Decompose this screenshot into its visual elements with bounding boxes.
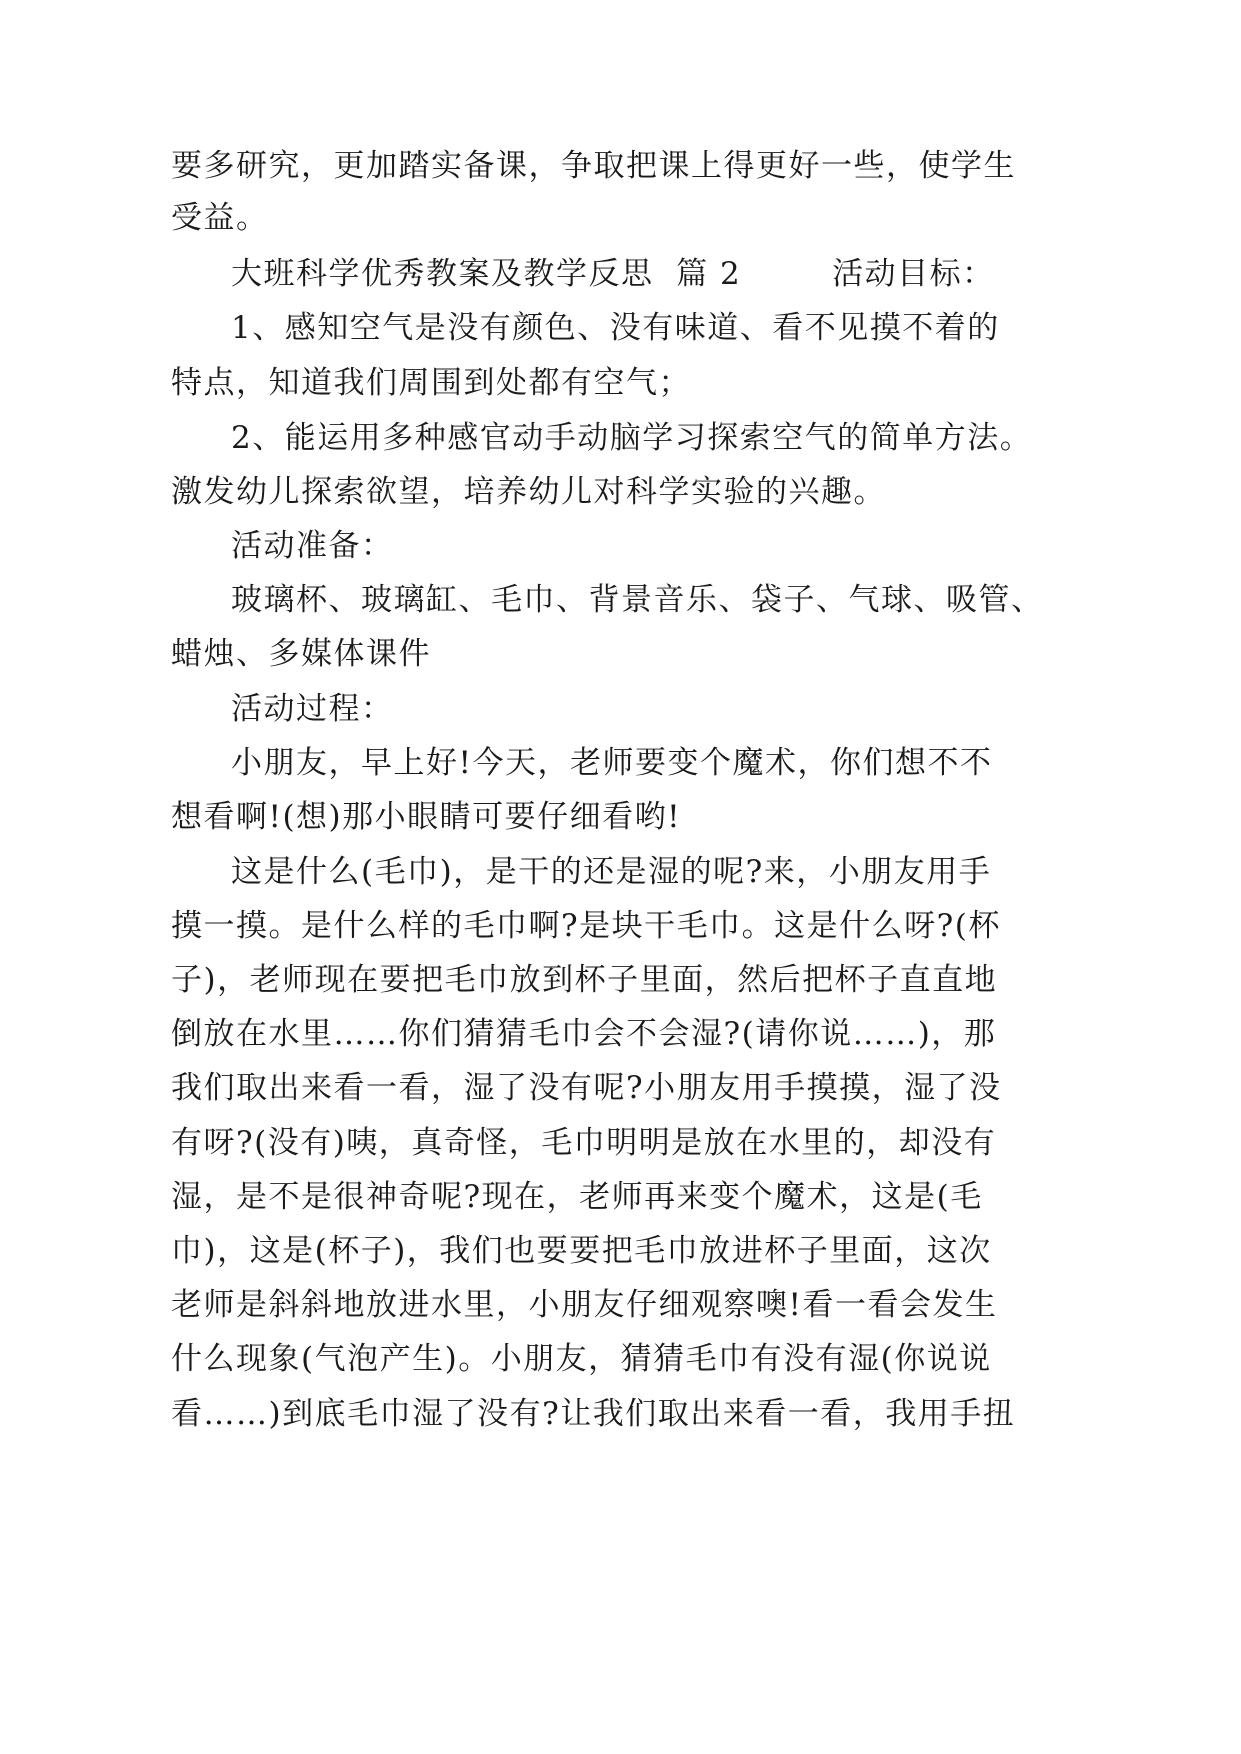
text-line: 湿，是不是很神奇呢?现在，老师再来变个魔术，这是(毛 [171,1179,983,1215]
text-line: 玻璃杯、玻璃缸、毛巾、背景音乐、袋子、气球、吸管、 [231,582,1044,618]
text-line: 小朋友，早上好!今天，老师要变个魔术，你们想不不 [231,745,993,781]
text-line: 受益。 [171,200,269,236]
text-line: 有呀?(没有)咦，真奇怪，毛巾明明是放在水里的，却没有 [171,1125,997,1161]
text-line: 摸一摸。是什么样的毛巾啊?是块干毛巾。这是什么呀?(杯 [171,908,1001,944]
text-line: 倒放在水里……你们猜猜毛巾会不会湿?(请你说……)，那 [171,1016,997,1052]
subheading: 活动过程： [231,691,394,727]
text-line: 巾)，这是(杯子)，我们也要要把毛巾放进杯子里面，这次 [171,1233,992,1269]
text-line: 蜡烛、多媒体课件 [171,636,431,672]
text-line: 什么现象(气泡产生)。小朋友，猜猜毛巾有没有湿(你说说 [171,1341,992,1377]
text-line: 要多研究，更加踏实备课，争取把课上得更好一些，使学生 [171,148,1016,184]
subheading: 活动准备： [231,528,394,564]
text-line: 1、感知空气是没有颜色、没有味道、看不见摸不着的 [231,310,1000,346]
text-line: 特点，知道我们周围到处都有空气； [171,365,691,401]
text-line: 想看啊!(想)那小眼睛可要仔细看哟! [171,799,682,835]
text-line: 激发幼儿探索欲望，培养幼儿对科学实验的兴趣。 [171,474,886,510]
section-heading: 大班科学优秀教案及教学反思 篇 2 活动目标： [231,256,995,292]
text-line: 看……)到底毛巾湿了没有?让我们取出来看一看，我用手扭 [171,1396,1016,1432]
text-line: 老师是斜斜地放进水里，小朋友仔细观察噢!看一看会发生 [171,1287,998,1323]
text-line: 2、能运用多种感官动手动脑学习探索空气的简单方法。 [231,420,1033,456]
text-line: 我们取出来看一看，湿了没有呢?小朋友用手摸摸，湿了没 [171,1070,1002,1106]
text-line: 子)，老师现在要把毛巾放到杯子里面，然后把杯子直直地 [171,962,998,998]
text-line: 这是什么(毛巾)，是干的还是湿的呢?来，小朋友用手 [231,854,992,890]
